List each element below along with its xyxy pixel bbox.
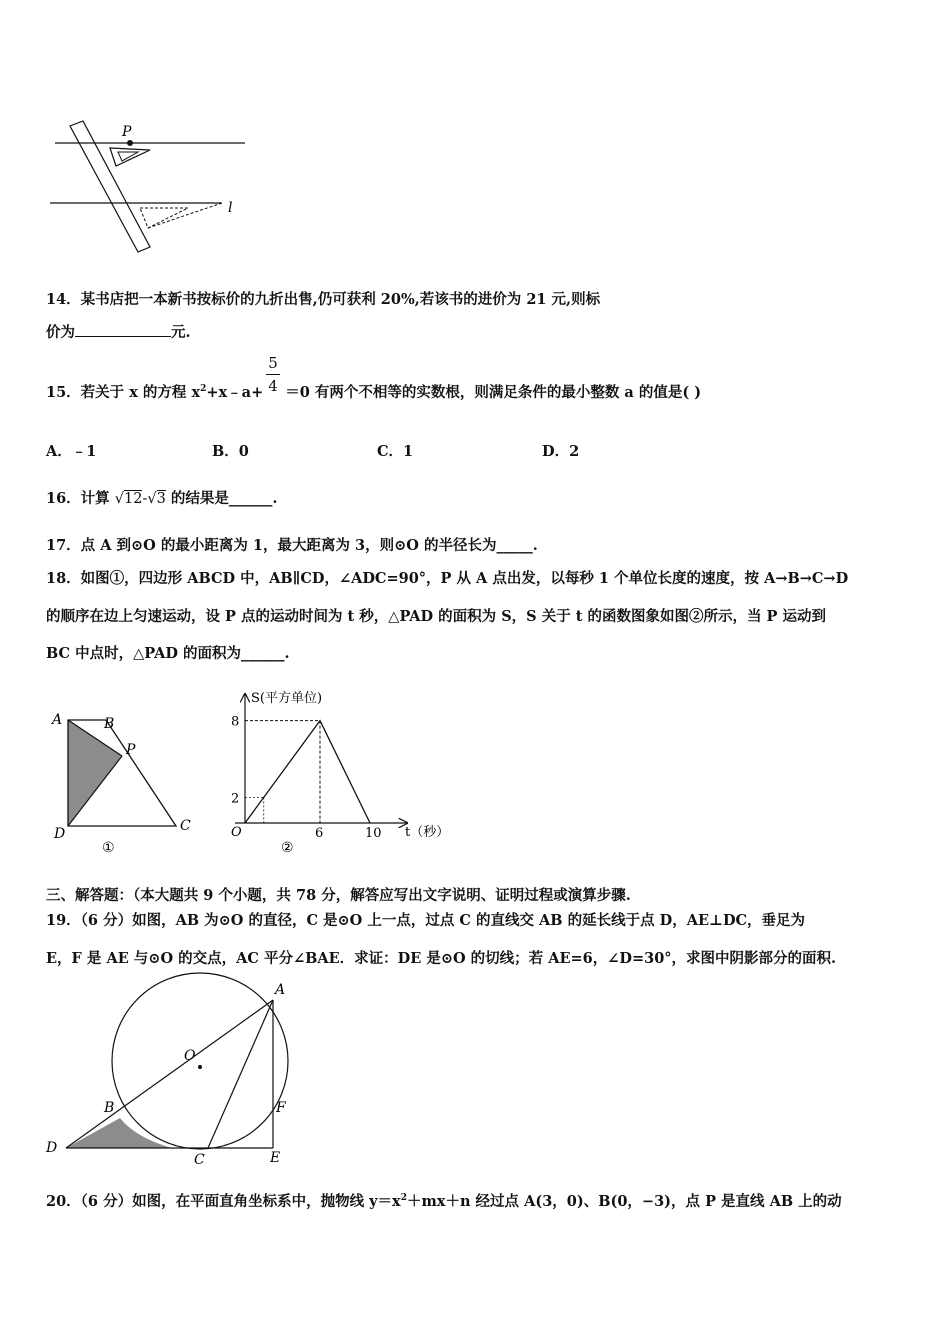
shaded-region [66, 1118, 172, 1148]
q15-fraction [266, 354, 280, 395]
q20-text-b: ＋mx＋n 经过点 A(3，0)、B(0，−3)，点 P 是直线 AB 上的动 [406, 1193, 842, 1210]
q15-sup: 2 [200, 384, 207, 395]
label-P: P [122, 124, 132, 140]
q16-minus: - [142, 491, 148, 507]
x-axis-label: t（秒） [405, 825, 450, 840]
q14-line2-a: 价为 [46, 324, 75, 341]
label-O19: O [184, 1048, 196, 1064]
label-D19: D [46, 1140, 58, 1156]
q18-line1: 18．如图①，四边形 ABCD 中，AB∥CD，∠ADC=90°，P 从 A 点出发，以每秒 1 个单位长度的速度，按 A→B→C→D [46, 570, 849, 587]
q15-text-c: ＝0 有两个不相等的实数根，则满足条件的最小整数 a 的值是( ) [285, 384, 702, 401]
label-A: A [52, 712, 63, 728]
q15-option-b: B．0 [212, 443, 249, 460]
q18-line3: BC 中点时，△PAD 的面积为______. [46, 645, 290, 662]
q19-line2: E，F 是 AE 与⊙O 的交点，AC 平分∠BAE．求证：DE 是⊙O 的切线；若 AE=6，∠D=30°，求图中阴影部分的面积. [46, 950, 837, 967]
label-A19: A [275, 982, 286, 998]
q15-frac-num: 5 [268, 354, 278, 372]
q14-blank [75, 336, 171, 337]
shaded-triangle-PAD [68, 720, 122, 826]
section3-heading: 三、解答题：（本大题共 9 个小题，共 78 分，解答应写出文字说明、证明过程或演算步骤. [46, 887, 631, 904]
q18-line2: 的顺序在边上匀速运动，设 P 点的运动时间为 t 秒，△PAD 的面积为 S，S 关于 t 的函数图象如图②所示，当 P 运动到 [46, 608, 826, 625]
label-P18: P [126, 742, 136, 758]
q20-sup: 2 [400, 1193, 407, 1204]
circle-O [112, 973, 288, 1149]
dashed-line [148, 203, 222, 228]
x-tick-label: 10 [365, 826, 382, 841]
q14-line2-b: 元. [171, 324, 191, 341]
q14-line1: 14．某书店把一本新书按标价的九折出售,仍可获利 20%,若该书的进价为 21 元,则标 [46, 291, 601, 308]
q15-option-c: C．1 [377, 443, 414, 460]
ruler [70, 121, 150, 252]
line-AC [208, 1000, 273, 1148]
label-C: C [180, 818, 191, 834]
dashed-triangle [140, 208, 188, 228]
caption-1: ① [102, 840, 115, 856]
y-tick-label: 2 [231, 791, 240, 807]
label-F19: F [276, 1100, 286, 1116]
label-B: B [104, 716, 115, 732]
q16-text-b: 的结果是______. [170, 490, 278, 507]
center-O [198, 1065, 202, 1069]
q16-radicand-12: 12 [124, 491, 143, 507]
figure-ruler-triangle [50, 120, 250, 260]
q20-text-a: 20．（6 分）如图，在平面直角坐标系中，抛物线 y＝x [46, 1193, 401, 1210]
label-C19: C [194, 1152, 205, 1168]
q16-radicand-3: 3 [156, 491, 166, 507]
series-line [245, 721, 370, 823]
label-B19: B [104, 1100, 115, 1116]
q19-line1: 19．（6 分）如图，AB 为⊙O 的直径，C 是⊙O 上一点，过点 C 的直线交 AB 的延长线于点 D，AE⊥DC，垂足为 [46, 912, 806, 929]
figure-18-graph [225, 686, 465, 856]
label-D: D [54, 826, 66, 842]
label-l: l [228, 200, 233, 216]
q20-line1 [46, 1190, 842, 1211]
q15-line [46, 381, 701, 402]
line-DA [66, 1000, 273, 1148]
q16-line [46, 487, 277, 508]
origin-label: O [231, 825, 242, 840]
q15-text-a: 15．若关于 x 的方程 x [46, 384, 201, 401]
q14-line2 [46, 321, 191, 342]
q16-text-a: 16．计算 [46, 490, 110, 507]
q15-text-b: +x﹣a+ [206, 384, 264, 401]
y-tick-label: 8 [231, 714, 240, 730]
q16-sqrt12: √12-√3 [114, 491, 166, 507]
q15-frac-den: 4 [268, 377, 278, 395]
q15-option-d: D．2 [542, 443, 580, 460]
label-E19: E [270, 1150, 281, 1166]
caption-2: ② [281, 840, 294, 856]
q17-line: 17．点 A 到⊙O 的最小距离为 1，最大距离为 3，则⊙O 的半径长为_____. [46, 537, 538, 554]
y-axis-label: S(平方单位) [251, 691, 323, 706]
figure-19-circle [42, 978, 302, 1168]
figure-18-quadrilateral [50, 708, 210, 858]
q15-option-a: A．﹣1 [46, 443, 97, 460]
x-tick-label: 6 [315, 826, 324, 841]
point-P [127, 140, 133, 146]
